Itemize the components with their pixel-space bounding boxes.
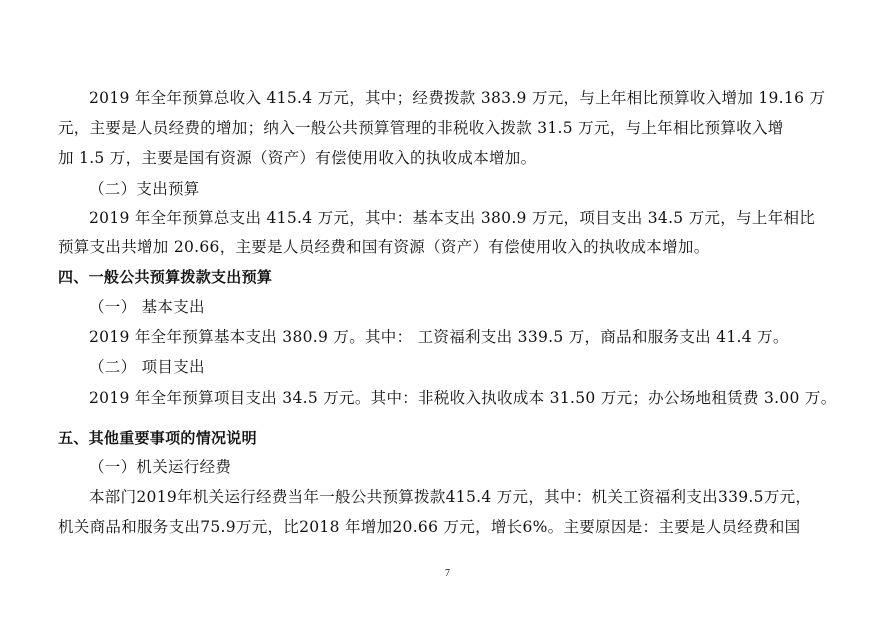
paragraph-line-operating-1: 本部门2019年机关运行经费当年一般公共预算拨款415.4 万元，其中：机关工资福利支出339.5万元， — [89, 488, 812, 506]
paragraph-line-basic-expenditure: 2019 年全年预算基本支出 380.9 万。其中： 工资福利支出 339.5 万，商品和服务支出 41.4 万。 — [89, 328, 789, 346]
paragraph-line-income-3: 加 1.5 万，主要是国有资源（资产）有偿使用收入的执收成本增加。 — [58, 149, 537, 167]
subheading-basic-expenditure: （一） 基本支出 — [89, 298, 205, 316]
paragraph-line-income-1: 2019 年全年预算总收入 415.4 万元，其中；经费拨款 383.9 万元，与上年相比预算收入增加 19.16 万 — [89, 89, 826, 107]
subheading-project-expenditure: （二） 项目支出 — [89, 358, 205, 376]
page-number: 7 — [445, 568, 450, 579]
paragraph-line-income-2: 元，主要是人员经费的增加；纳入一般公共预算管理的非税收入拨款 31.5 万元，与上年相比预算收入增 — [58, 119, 784, 137]
section-heading-5: 五、其他重要事项的情况说明 — [58, 429, 257, 447]
subheading-expenditure-budget: （二）支出预算 — [89, 180, 200, 198]
section-heading-4: 四、一般公共预算拨款支出预算 — [58, 268, 273, 286]
subheading-operating-expenses: （一）机关运行经费 — [89, 458, 232, 476]
paragraph-line-expenditure-2: 预算支出共增加 20.66，主要是人员经费和国有资源（资产）有偿使用收入的执收成本增加。 — [58, 238, 710, 256]
paragraph-line-expenditure-1: 2019 年全年预算总支出 415.4 万元，其中：基本支出 380.9 万元，项目支出 34.5 万元，与上年相比 — [89, 209, 816, 227]
paragraph-line-operating-2: 机关商品和服务支出75.9万元，比2018 年增加20.66 万元，增长6%。主要原因是：主要是人员经费和国 — [58, 518, 801, 536]
paragraph-line-project-expenditure: 2019 年全年预算项目支出 34.5 万元。其中：非税收入执收成本 31.50 万元；办公场地租赁费 3.00 万。 — [89, 389, 837, 407]
